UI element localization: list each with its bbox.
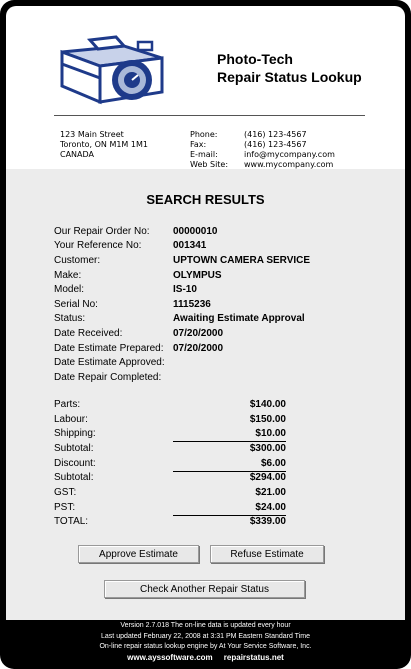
detail-value: IS-10 [173,284,197,296]
detail-row [54,312,310,327]
brand-title [217,50,362,86]
cost-row-shipping [54,426,286,441]
detail-label: Serial No: [54,298,98,310]
detail-value: OLYMPUS [173,269,222,281]
sum-rule [173,441,286,442]
detail-label: Date Received: [54,327,123,339]
contact-email [190,150,335,160]
detail-label: Your Reference No: [54,240,142,252]
cost-label: Shipping: [54,428,96,440]
detail-label: Date Repair Completed: [54,371,162,383]
cost-row-discount [54,456,286,471]
brand-line-2: Repair Status Lookup [217,69,362,85]
cost-row-total [54,515,286,530]
approve-estimate-button[interactable]: Approve Estimate [78,545,199,563]
contact-value: (416) 123-4567 [244,130,307,139]
cost-value: $140.00 [249,398,286,410]
detail-value: 1115236 [173,298,211,310]
cost-row-parts [54,397,286,412]
cost-row-gst [54,485,286,500]
contact-label: E-mail: [190,150,218,159]
company-contact [190,130,335,170]
header-panel [6,6,405,169]
cost-summary [54,397,286,529]
address-line: 123 Main Street [60,130,124,139]
cost-row-labour [54,412,286,427]
detail-row [54,355,310,370]
detail-label: Model: [54,284,85,296]
address-line: Toronto, ON M1M 1M1 [60,140,148,149]
detail-value: 00000010 [173,225,218,237]
results-panel [6,169,405,620]
detail-row [54,224,310,239]
divider [54,115,365,116]
repairstatus-link[interactable]: repairstatus.net [223,652,284,662]
cost-label: PST: [54,501,76,513]
cost-value: $6.00 [260,457,286,469]
sum-rule [173,515,286,516]
cost-value: $24.00 [255,501,286,513]
footer-links [0,653,411,664]
footer [0,621,411,663]
detail-row [54,326,310,341]
detail-value: 07/20/2000 [173,327,224,339]
detail-label: Our Repair Order No: [54,225,150,237]
address-line: CANADA [60,150,95,159]
detail-value: 07/20/2000 [173,342,224,354]
footer-updated: Last updated February 22, 2008 at 3:31 PM Eastern Standard Time [101,632,310,640]
detail-label: Date Estimate Prepared: [54,342,164,354]
detail-row [54,268,310,283]
footer-version: Version 2.7.018 The on-line data is updated every hour [120,622,291,629]
detail-row [54,282,310,297]
brand-line-1: Photo-Tech [217,51,293,67]
camera-icon [54,24,169,106]
cost-value: $150.00 [249,413,286,425]
contact-value: info@mycompany.com [244,150,335,159]
contact-phone [190,130,335,140]
cost-row-subtotal [54,441,286,456]
cost-value: $21.00 [255,486,286,498]
page-title: SEARCH RESULTS [146,192,265,207]
ayssoftware-link[interactable]: www.ayssoftware.com [127,652,213,662]
cost-label: Labour: [54,413,88,425]
cost-value: $294.00 [249,472,286,484]
contact-value: (416) 123-4567 [244,140,307,149]
cost-label: Subtotal: [54,472,94,484]
sum-rule [173,471,286,472]
detail-row [54,239,310,254]
cost-value: $10.00 [255,428,286,440]
check-another-status-button[interactable]: Check Another Repair Status [104,580,305,598]
detail-label: Status: [54,313,86,325]
cost-value: $300.00 [249,442,286,454]
contact-value: www.mycompany.com [244,160,334,169]
detail-row [54,341,310,356]
cost-label: Parts: [54,398,81,410]
contact-fax [190,140,335,150]
refuse-estimate-button[interactable]: Refuse Estimate [210,545,324,563]
cost-row-subtotal [54,470,286,485]
detail-row [54,370,310,385]
detail-row [54,297,310,312]
detail-label: Customer: [54,254,101,266]
status-value: Awaiting Estimate Approval [173,313,305,325]
contact-label: Web Site: [190,160,229,169]
company-address [60,130,148,160]
contact-label: Phone: [190,130,218,139]
cost-label: TOTAL: [54,516,89,528]
detail-value: 001341 [173,240,207,252]
repair-details [54,224,310,385]
contact-label: Fax: [190,140,207,149]
detail-row [54,253,310,268]
cost-row-pst [54,500,286,515]
cost-label: Discount: [54,457,96,469]
detail-value: UPTOWN CAMERA SERVICE [173,254,311,266]
detail-label: Make: [54,269,82,281]
cost-label: GST: [54,486,77,498]
cost-label: Subtotal: [54,442,94,454]
cost-value: $339.00 [249,516,286,528]
footer-credit: On-line repair status lookup engine by At Your Service Software, Inc. [99,643,312,651]
detail-label: Date Estimate Approved: [54,357,165,369]
